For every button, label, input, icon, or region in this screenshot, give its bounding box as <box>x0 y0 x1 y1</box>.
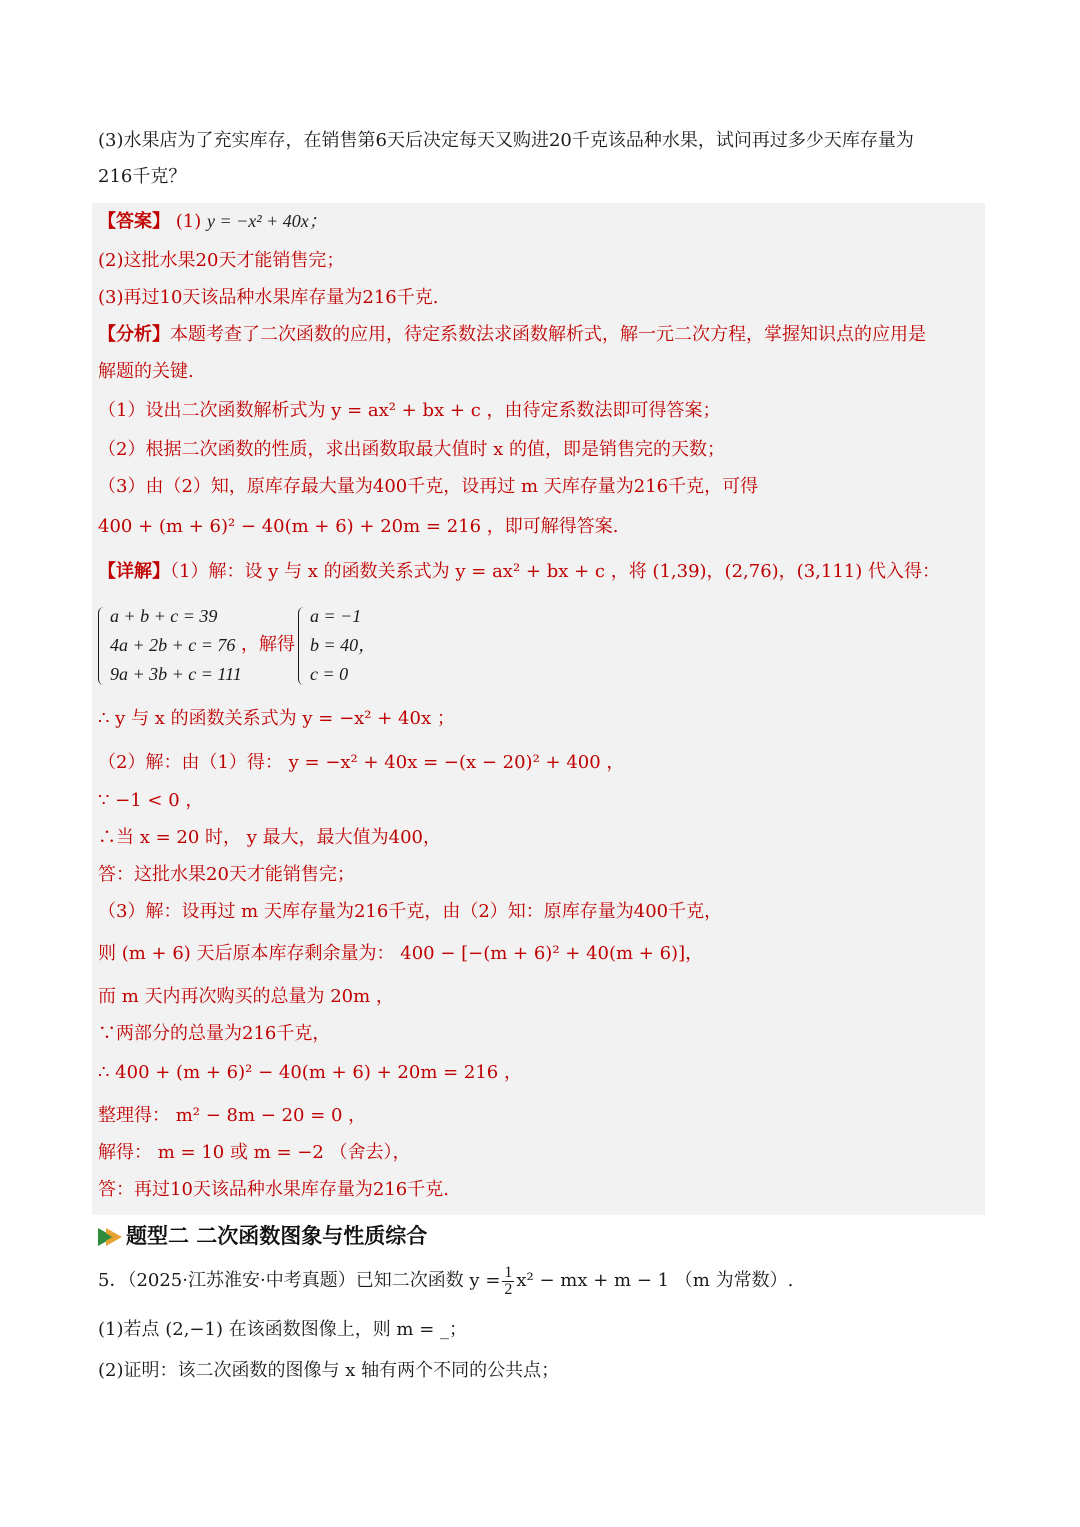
detail-conclusion-1: ∴ y 与 x 的函数关系式为 y = −x² + 40x ； <box>98 708 455 729</box>
analysis-point-3-formula: 400 + (m + 6)² − 40(m + 6) + 20m = 216 ，即可解得答案. <box>98 516 619 537</box>
analysis-tag: 【分析】 <box>98 324 170 345</box>
detail-part-3-line-5: ∴ 400 + (m + 6)² − 40(m + 6) + 20m = 216 ， <box>98 1062 522 1083</box>
solve-label: ，解得 <box>241 634 295 655</box>
system-equation-3: 9a + 3b + c = 111 <box>110 664 242 684</box>
question-3-line-2: 216千克？ <box>98 166 187 187</box>
question-3-line-1: (3)水果店为了充实库存，在销售第6天后决定每天又购进20千克该品种水果，试问再过多少天库存量为 <box>98 130 914 151</box>
analysis-point-2: （2）根据二次函数的性质，求出函数取最大值时 x 的值，即是销售完的天数； <box>98 439 726 460</box>
detail-part-3-line-7: 解得： m = 10 或 m = −2 （舍去）， <box>98 1142 411 1163</box>
answer-tag: 【答案】 <box>98 211 170 232</box>
section-heading <box>98 1220 427 1250</box>
play-arrow-icon <box>98 1226 124 1248</box>
answer-line-3: (3)再过10天该品种水果库存量为216千克. <box>98 287 439 308</box>
analysis-intro: 本题考查了二次函数的应用，待定系数法求函数解析式，解一元二次方程，掌握知识点的应用是 <box>170 324 926 345</box>
analysis-line-1 <box>98 322 926 348</box>
detail-part-3-line-6: 整理得： m² − 8m − 20 = 0 ， <box>98 1105 367 1126</box>
equation-system <box>98 603 398 687</box>
solution-c: c = 0 <box>310 664 349 684</box>
detail-part-3-line-1: （3）解：设再过 m 天库存量为216千克，由（2）知：原库存量为400千克， <box>98 901 723 922</box>
question-5-part-1: (1)若点 (2,−1) 在该函数图像上，则 m = _； <box>98 1319 468 1340</box>
fraction-denominator: 2 <box>504 1280 513 1298</box>
detail-part-2-line-2: ∵ −1 < 0 ， <box>98 790 204 811</box>
answer-1-prefix: (1) <box>175 211 202 232</box>
analysis-point-1: （1）设出二次函数解析式为 y = ax² + bx + c ，由待定系数法即可得答案； <box>98 400 721 421</box>
system-equation-2: 4a + 2b + c = 76 <box>110 635 236 655</box>
detail-tag: 【详解】 <box>98 561 170 582</box>
answer-line-1 <box>98 208 327 235</box>
analysis-point-3: （3）由（2）知，原库存最大量为400千克，设再过 m 天库存量为216千克，可得 <box>98 476 759 497</box>
detail-part-2-line-3: ∴当 x = 20 时， y 最大，最大值为400， <box>98 827 441 848</box>
detail-part-3-line-4: ∵两部分的总量为216千克， <box>98 1023 331 1044</box>
right-brace <box>298 607 309 685</box>
detail-part-2-line-4: 答：这批水果20天才能销售完； <box>98 864 355 885</box>
system-equation-1: a + b + c = 39 <box>110 606 218 626</box>
detail-part-3-line-2: 则 (m + 6) 天后原本库存剩余量为： 400 − [−(m + 6)² + 40(m + 6)]， <box>98 943 704 964</box>
detail-part-2-line-1: （2）解：由（1）得： y = −x² + 40x = −(x − 20)² + 400 ， <box>98 752 625 773</box>
question-5-part-2: (2)证明：该二次函数的图像与 x 轴有两个不同的公共点； <box>98 1360 560 1381</box>
solution-a: a = −1 <box>310 606 362 626</box>
fraction-numerator: 1 <box>504 1263 513 1281</box>
section-title: 题型二 二次函数图象与性质综合 <box>126 1224 428 1248</box>
detail-part-1-intro: （1）解：设 y 与 x 的函数关系式为 y = ax² + bx + c ，将 (1,39)，(2,76)，(3,111) 代入得： <box>170 561 940 582</box>
analysis-line-2: 解题的关键. <box>98 361 194 382</box>
detail-part-3-line-8: 答：再过10天该品种水果库存量为216千克. <box>98 1179 449 1200</box>
solution-b: b = 40， <box>310 635 377 655</box>
detail-line-1 <box>98 559 940 585</box>
question-5-stem-a: 5．（2025·江苏淮安·中考真题）已知二次函数 y = <box>98 1270 501 1291</box>
left-brace <box>98 607 109 685</box>
detail-part-3-line-3: 而 m 天内再次购买的总量为 20m ， <box>98 986 394 1007</box>
question-5-stem-b: x² − mx + m − 1 （m 为常数）. <box>516 1270 794 1291</box>
question-5-stem <box>98 1263 793 1299</box>
answer-1-formula: y = −x² + 40x； <box>206 211 327 231</box>
answer-line-2: (2)这批水果20天才能销售完； <box>98 250 345 271</box>
fraction-one-half <box>502 1265 514 1298</box>
